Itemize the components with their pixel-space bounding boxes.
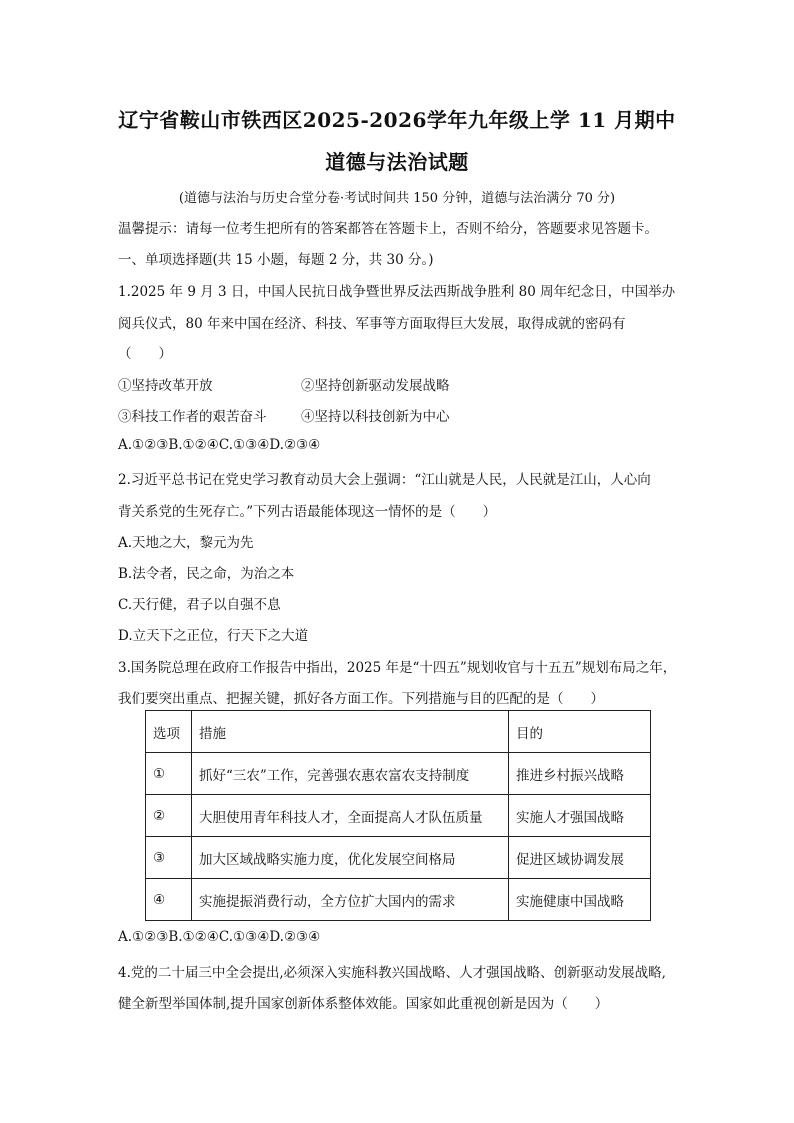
q2-option-c: C.天行健，君子以自强不息 bbox=[118, 597, 281, 613]
section-heading: 一、单项选择题(共 15 小题，每题 2 分，共 30 分。) bbox=[118, 252, 434, 268]
q3-stem-line1: 3.国务院总理在政府工作报告中指出，2025 年是“十四五”规划收官与十五五”规划布局之年， bbox=[118, 660, 677, 676]
table-cell: ④ bbox=[146, 879, 192, 921]
table-header-cell: 选项 bbox=[146, 711, 192, 753]
notice-text: 温馨提示：请每一位考生把所有的答案都答在答题卡上，否则不给分，答题要求见答题卡。 bbox=[118, 221, 658, 237]
table-cell: 大胆使用青年科技人才，全面提高人才队伍质量 bbox=[192, 795, 509, 837]
table-header-row bbox=[146, 711, 651, 753]
q1-stem-line2: 阅兵仪式，80 年来中国在经济、科技、军事等方面取得巨大发展，取得成就的密码有 bbox=[118, 316, 626, 332]
q1-statement-1: ①坚持改革开放 bbox=[118, 378, 213, 394]
exam-title-line2: 道德与法治试题 bbox=[325, 150, 469, 174]
q1-statement-3: ③科技工作者的艰苦奋斗 bbox=[118, 409, 267, 425]
q3-table bbox=[145, 710, 651, 921]
q2-stem-line2: 背关系党的生死存亡。”下列古语最能体现这一情怀的是（ ） bbox=[118, 504, 497, 520]
table-header-cell: 目的 bbox=[509, 711, 651, 753]
table-header-cell: 措施 bbox=[192, 711, 509, 753]
exam-subtitle: (道德与法治与历史合堂分卷·考试时间共 150 分钟，道德与法治满分 70 分) bbox=[178, 191, 616, 206]
q4-stem-line2: 健全新型举国体制,提升国家创新体系整体效能。国家如此重视创新是因为（ ） bbox=[118, 996, 609, 1012]
exam-title-line1: 辽宁省鞍山市铁西区2025-2026学年九年级上学 11 月期中 bbox=[118, 108, 676, 132]
table-cell: ② bbox=[146, 795, 192, 837]
q3-choices: A.①②③B.①②④C.①③④D.②③④ bbox=[118, 929, 321, 945]
q2-option-b: B.法令者，民之命，为治之本 bbox=[118, 566, 295, 582]
table-cell: 促进区域协调发展 bbox=[509, 837, 651, 879]
q2-stem-line1: 2.习近平总书记在党史学习教育动员大会上强调：“江山就是人民，人民就是江山，人心向 bbox=[118, 472, 651, 488]
table-cell: ① bbox=[146, 753, 192, 795]
table-cell: ③ bbox=[146, 837, 192, 879]
q2-option-a: A.天地之大，黎元为先 bbox=[118, 535, 254, 551]
q2-option-d: D.立天下之正位，行天下之大道 bbox=[118, 628, 309, 644]
q4-stem-line1: 4.党的二十届三中全会提出,必须深入实施科教兴国战略、人才强国战略、创新驱动发展战略, bbox=[118, 965, 666, 981]
table-row bbox=[146, 753, 651, 795]
q1-choices: A.①②③B.①②④C.①③④D.②③④ bbox=[118, 437, 321, 453]
q3-stem-line2: 我们要突出重点、把握关键，抓好各方面工作。下列措施与目的匹配的是（ ） bbox=[118, 691, 604, 707]
table-cell: 加大区域战略实施力度，优化发展空间格局 bbox=[192, 837, 509, 879]
table-row bbox=[146, 837, 651, 879]
table-cell: 实施健康中国战略 bbox=[509, 879, 651, 921]
table-cell: 实施人才强国战略 bbox=[509, 795, 651, 837]
table-row bbox=[146, 879, 651, 921]
table-cell: 推进乡村振兴战略 bbox=[509, 753, 651, 795]
q1-answer-blank: （ ） bbox=[118, 346, 172, 362]
q1-statement-4: ④坚持以科技创新为中心 bbox=[301, 409, 450, 425]
q1-statement-2: ②坚持创新驱动发展战略 bbox=[301, 378, 450, 394]
table-row bbox=[146, 795, 651, 837]
q1-stem-line1: 1.2025 年 9 月 3 日，中国人民抗日战争暨世界反法西斯战争胜利 80 周年纪念日，中国举办 bbox=[118, 284, 676, 300]
table-cell: 抓好“三农”工作，完善强农惠农富农支持制度 bbox=[192, 753, 509, 795]
table-cell: 实施提振消费行动，全方位扩大国内的需求 bbox=[192, 879, 509, 921]
